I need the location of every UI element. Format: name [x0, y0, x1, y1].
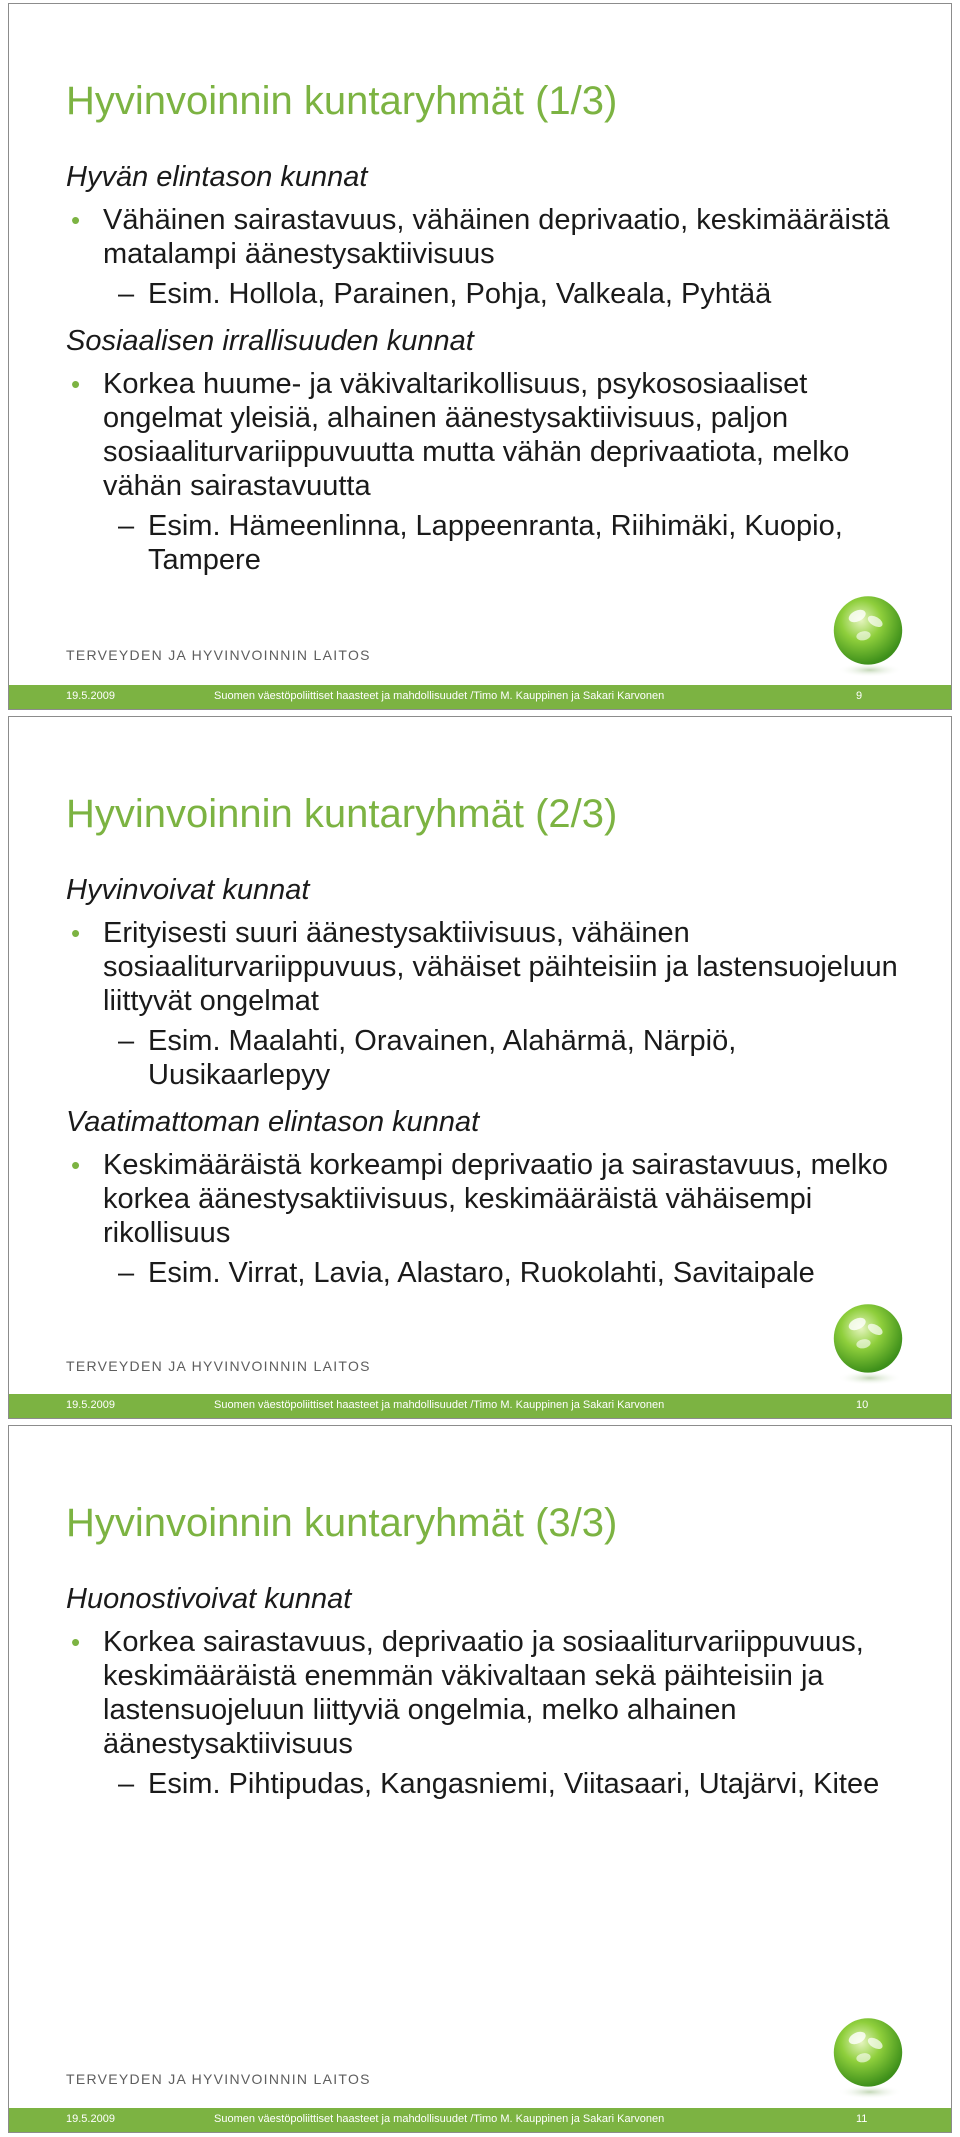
example-item: – Esim. Maalahti, Oravainen, Alahärmä, Närpiö, Uusikaarlepyy: [118, 1025, 737, 1091]
org-logo-text: TERVEYDEN JA HYVINVOINNIN LAITOS: [66, 1358, 371, 1374]
bullet-item: • Erityisesti suuri äänestysaktiivisuus, vähäinen sosiaaliturvariippuvuus, vähäiset päihteisiin ja lastensuojeluun liittyvät ongelmat: [71, 917, 898, 1017]
category-heading: Hyvän elintason kunnat: [66, 161, 368, 193]
page-number: 10: [856, 1399, 869, 1411]
slide-footer: [9, 1394, 951, 1418]
slide-footer: [9, 2108, 951, 2132]
bullet-item: • Keskimääräistä korkeampi deprivaatio ja sairastavuus, melko korkea äänestysaktiivisuus, keskimääräistä vähäisempi rikollisuus: [71, 1149, 888, 1249]
bullet-icon: •: [71, 918, 81, 948]
footer-date: 19.5.2009: [66, 690, 115, 702]
green-ball-logo-icon: [823, 589, 913, 679]
example-item: – Esim. Virrat, Lavia, Alastaro, Ruokolahti, Savitaipale: [118, 1257, 815, 1289]
footer-text: Suomen väestöpoliittiset haasteet ja mahdollisuudet /Timo M. Kauppinen ja Sakari Karvonen: [214, 2113, 665, 2125]
slide-body: [66, 1581, 906, 1813]
bullet-item: • Korkea huume- ja väkivaltarikollisuus, psykososiaaliset ongelmat yleisiä, alhainen äänestysaktiivisuus, paljon sosiaaliturvariippuvuutta mutta vähän deprivaatiota, melko vähän sairastavuutta: [71, 368, 850, 502]
dash-icon: –: [118, 510, 135, 542]
slide-title: Hyvinvoinnin kuntaryhmät (3/3): [66, 1501, 618, 1545]
slide-title: Hyvinvoinnin kuntaryhmät (2/3): [66, 792, 618, 836]
org-logo-text: TERVEYDEN JA HYVINVOINNIN LAITOS: [66, 2071, 371, 2087]
slide-title: Hyvinvoinnin kuntaryhmät (1/3): [66, 79, 618, 123]
bullet-icon: •: [71, 1627, 81, 1657]
slide-11: [8, 1425, 952, 2133]
footer-text: Suomen väestöpoliittiset haasteet ja mahdollisuudet /Timo M. Kauppinen ja Sakari Karvonen: [214, 1399, 665, 1411]
category-heading: Hyvinvoivat kunnat: [66, 874, 310, 906]
dash-icon: –: [118, 1257, 135, 1289]
bullet-item: • Vähäinen sairastavuus, vähäinen deprivaatio, keskimääräistä matalampi äänestysaktiivisuus: [71, 204, 890, 270]
category-heading: Sosiaalisen irrallisuuden kunnat: [66, 325, 474, 357]
green-ball-logo-icon: [823, 2011, 913, 2101]
category-heading: Vaatimattoman elintason kunnat: [66, 1106, 480, 1138]
dash-icon: –: [118, 1025, 135, 1057]
green-ball-logo-icon: [823, 1297, 913, 1387]
dash-icon: –: [118, 1768, 135, 1800]
footer-date: 19.5.2009: [66, 1399, 115, 1411]
bullet-icon: •: [71, 369, 81, 399]
category-heading: Huonostivoivat kunnat: [66, 1583, 352, 1615]
bullet-icon: •: [71, 1150, 81, 1180]
footer-text: Suomen väestöpoliittiset haasteet ja mahdollisuudet /Timo M. Kauppinen ja Sakari Karvonen: [214, 690, 665, 702]
org-logo-text: TERVEYDEN JA HYVINVOINNIN LAITOS: [66, 647, 371, 663]
page-number: 9: [856, 690, 863, 702]
dash-icon: –: [118, 278, 135, 310]
slide-9: [8, 3, 952, 710]
example-item: – Esim. Hollola, Parainen, Pohja, Valkeala, Pyhtää: [118, 278, 772, 310]
example-item: – Esim. Hämeenlinna, Lappeenranta, Riihimäki, Kuopio, Tampere: [118, 510, 843, 576]
slide-10: [8, 716, 952, 1419]
slide-footer: [9, 685, 951, 709]
slide-body: [66, 872, 906, 1302]
slide-body: [66, 159, 906, 589]
bullet-icon: •: [71, 205, 81, 235]
footer-date: 19.5.2009: [66, 2113, 115, 2125]
bullet-item: • Korkea sairastavuus, deprivaatio ja sosiaaliturvariippuvuus, keskimääräistä enemmän väkivaltaan sekä päihteisiin ja lastensuojeluun liittyviä ongelmia, melko alhainen äänestysaktiivisuus: [71, 1626, 864, 1760]
example-item: – Esim. Pihtipudas, Kangasniemi, Viitasaari, Utajärvi, Kitee: [118, 1768, 880, 1800]
page-number: 11: [856, 2113, 868, 2125]
